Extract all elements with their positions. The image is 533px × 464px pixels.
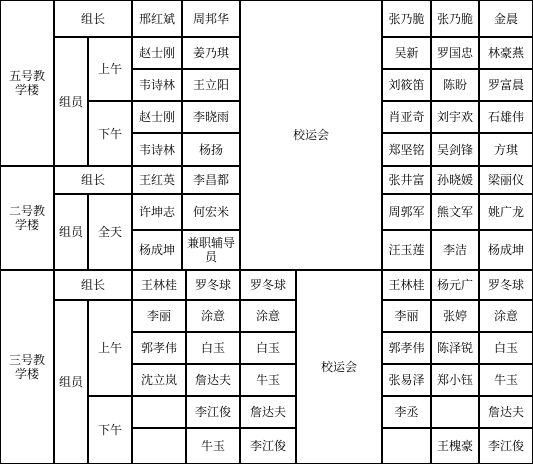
leader-label: 组长 bbox=[54, 166, 132, 194]
table-cell: 杨成坤 bbox=[132, 230, 182, 270]
table-cell: 李晓雨 bbox=[182, 101, 240, 133]
table-cell: 姜乃琪 bbox=[182, 37, 240, 69]
table-cell: 张婷 bbox=[431, 300, 479, 332]
table-cell: 赵士刚 bbox=[132, 37, 182, 69]
table-cell: 石雄伟 bbox=[479, 101, 533, 133]
building-label: 五号教 学楼 bbox=[0, 0, 54, 166]
table-cell bbox=[431, 396, 479, 428]
table-cell: 李丽 bbox=[132, 300, 186, 332]
afternoon-label: 下午 bbox=[88, 396, 132, 464]
table-cell: 牛玉 bbox=[479, 364, 533, 396]
table-cell: 刘筱笛 bbox=[382, 69, 431, 101]
table-cell: 熊文军 bbox=[431, 194, 479, 230]
table-cell: 何宏米 bbox=[182, 194, 240, 230]
table-cell: 孙晓媛 bbox=[431, 166, 479, 194]
table-cell: 肖亚奇 bbox=[382, 101, 431, 133]
table-cell: 郑坚铭 bbox=[382, 133, 431, 166]
table-cell: 许坤志 bbox=[132, 194, 182, 230]
event-cell: 校运会 bbox=[240, 0, 382, 270]
table-cell bbox=[382, 428, 431, 464]
table-cell: 白玉 bbox=[186, 332, 240, 364]
table-cell: 罗国忠 bbox=[431, 37, 479, 69]
building-label: 三号教 学楼 bbox=[0, 270, 54, 464]
table-cell: 杨成坤 bbox=[479, 230, 533, 270]
table-cell: 李江俊 bbox=[186, 396, 240, 428]
table-cell bbox=[132, 428, 186, 464]
table-cell: 李江俊 bbox=[479, 428, 533, 464]
table-cell: 李洁 bbox=[431, 230, 479, 270]
table-cell: 李丞 bbox=[382, 396, 431, 428]
table-cell: 方琪 bbox=[479, 133, 533, 166]
morning-label: 上午 bbox=[88, 37, 132, 101]
table-cell: 涂意 bbox=[479, 300, 533, 332]
table-cell: 兼职辅导 员 bbox=[182, 230, 240, 270]
table-cell: 郭孝伟 bbox=[132, 332, 186, 364]
member-label: 组员 bbox=[54, 37, 88, 166]
table-cell: 杨扬 bbox=[182, 133, 240, 166]
table-cell: 詹达夫 bbox=[186, 364, 240, 396]
table-cell: 李丽 bbox=[382, 300, 431, 332]
table-cell: 白玉 bbox=[240, 332, 296, 364]
table-cell: 姚广龙 bbox=[479, 194, 533, 230]
table-cell: 张易泽 bbox=[382, 364, 431, 396]
table-cell: 陈盼 bbox=[431, 69, 479, 101]
table-cell: 王立阳 bbox=[182, 69, 240, 101]
table-cell: 李昌都 bbox=[182, 166, 240, 194]
table-cell: 王林桂 bbox=[382, 270, 431, 300]
building-label: 二号教 学楼 bbox=[0, 166, 54, 270]
table-cell: 邢红斌 bbox=[132, 0, 182, 37]
table-cell: 赵士刚 bbox=[132, 101, 182, 133]
table-cell: 韦诗林 bbox=[132, 133, 182, 166]
table-cell: 王红英 bbox=[132, 166, 182, 194]
afternoon-label: 下午 bbox=[88, 101, 132, 166]
table-cell: 詹达夫 bbox=[240, 396, 296, 428]
event-cell: 校运会 bbox=[296, 270, 382, 464]
leader-label: 组长 bbox=[54, 0, 132, 37]
table-cell: 梁丽仪 bbox=[479, 166, 533, 194]
table-cell: 林豪燕 bbox=[479, 37, 533, 69]
table-cell: 吴剑锋 bbox=[431, 133, 479, 166]
table-cell: 詹达夫 bbox=[479, 396, 533, 428]
table-cell: 罗冬球 bbox=[186, 270, 240, 300]
table-cell: 罗冬球 bbox=[479, 270, 533, 300]
table-cell: 涂意 bbox=[186, 300, 240, 332]
member-label: 组员 bbox=[54, 194, 88, 270]
table-cell: 郭孝伟 bbox=[382, 332, 431, 364]
table-cell: 金晨 bbox=[479, 0, 533, 37]
table-cell: 牛玉 bbox=[240, 364, 296, 396]
table-cell: 张井富 bbox=[382, 166, 431, 194]
table-cell: 涂意 bbox=[240, 300, 296, 332]
table-cell: 陈泽锐 bbox=[431, 332, 479, 364]
table-cell: 王林桂 bbox=[132, 270, 186, 300]
table-cell: 张乃脆 bbox=[431, 0, 479, 37]
table-cell: 吴新 bbox=[382, 37, 431, 69]
table-cell: 张乃脆 bbox=[382, 0, 431, 37]
table-cell: 王槐豪 bbox=[431, 428, 479, 464]
table-cell: 李江俊 bbox=[240, 428, 296, 464]
table-cell: 白玉 bbox=[479, 332, 533, 364]
member-label: 组员 bbox=[54, 300, 88, 464]
morning-label: 上午 bbox=[88, 300, 132, 396]
table-cell bbox=[132, 396, 186, 428]
table-cell: 刘宇欢 bbox=[431, 101, 479, 133]
table-cell: 沈立岚 bbox=[132, 364, 186, 396]
table-cell: 杨元广 bbox=[431, 270, 479, 300]
table-cell: 罗富晨 bbox=[479, 69, 533, 101]
leader-label: 组长 bbox=[54, 270, 132, 300]
table-cell: 罗冬球 bbox=[240, 270, 296, 300]
table-cell: 周邦华 bbox=[182, 0, 240, 37]
table-cell: 韦诗林 bbox=[132, 69, 182, 101]
table-cell: 郑小钰 bbox=[431, 364, 479, 396]
table-cell: 汪玉莲 bbox=[382, 230, 431, 270]
table-cell: 周郭军 bbox=[382, 194, 431, 230]
table-cell: 牛玉 bbox=[186, 428, 240, 464]
allday-label: 全天 bbox=[88, 194, 132, 270]
